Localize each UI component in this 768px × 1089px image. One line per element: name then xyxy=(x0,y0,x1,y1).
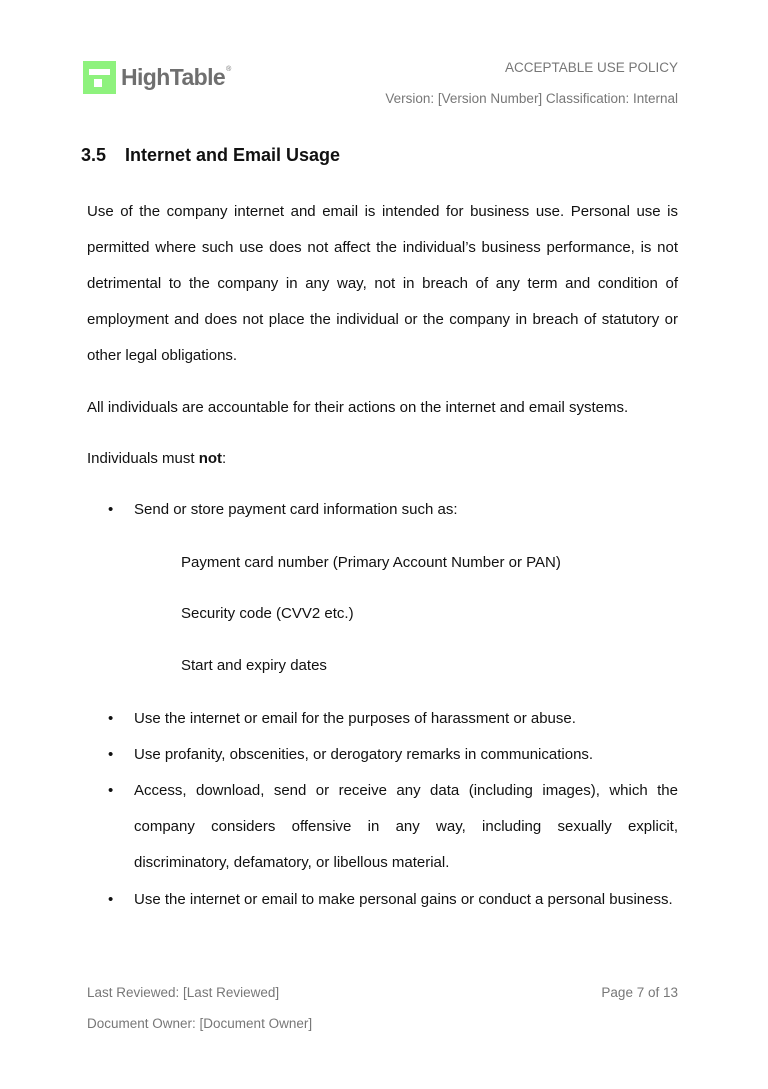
sub-list-item: Start and expiry dates xyxy=(181,657,327,674)
bullet-icon: • xyxy=(108,891,114,908)
brand-logo xyxy=(83,61,231,94)
bullet-icon: • xyxy=(108,782,114,799)
list-item: • Use profanity, obscenities, or derogatory remarks in communications. xyxy=(108,737,678,773)
document-title: ACCEPTABLE USE POLICY xyxy=(504,60,678,75)
sub-list-item: Payment card number (Primary Account Number or PAN) xyxy=(181,554,561,571)
section-heading xyxy=(81,145,340,166)
paragraph-accountability: All individuals are accountable for their actions on the internet and email systems. xyxy=(87,399,629,416)
paragraph-must-not-intro: Individuals must not: xyxy=(87,450,227,467)
emphasis-not: not xyxy=(198,450,223,467)
list-item: • Use the internet or email for the purposes of harassment or abuse. xyxy=(108,701,678,737)
bullet-icon: • xyxy=(108,746,114,763)
document-version-classification: Version: [Version Number] Classification: Internal xyxy=(385,91,678,106)
hightable-logo-icon xyxy=(83,61,116,94)
list-item: • Send or store payment card information such as: xyxy=(108,492,678,528)
sub-list-item: Security code (CVV2 etc.) xyxy=(181,605,354,622)
footer-page-number: Page 7 of 13 xyxy=(601,985,678,1000)
bullet-icon: • xyxy=(108,501,114,518)
bullet-icon: • xyxy=(108,710,114,727)
footer-last-reviewed: Last Reviewed: [Last Reviewed] xyxy=(87,985,280,1000)
list-item: • Use the internet or email to make personal gains or conduct a personal business. xyxy=(108,882,678,918)
footer-document-owner: Document Owner: [Document Owner] xyxy=(87,1016,313,1031)
brand-name: HighTable® xyxy=(121,64,231,90)
paragraph-personal-use: Use of the company internet and email is intended for business use. Personal use is permitted where such use does not affect the individual’s business performance, is not detrimental to the company in any way, not in breach of any term and condition of employment and does not place the individual or the company in breach of statutory or other legal obligations. xyxy=(87,203,678,364)
list-item: • Access, download, send or receive any data (including images), which the company considers offensive in any way, including sexually explicit, discriminatory, defamatory, or libellous material. xyxy=(108,773,678,881)
section-title: Internet and Email Usage xyxy=(125,145,341,165)
section-number: 3.5 xyxy=(81,145,107,165)
